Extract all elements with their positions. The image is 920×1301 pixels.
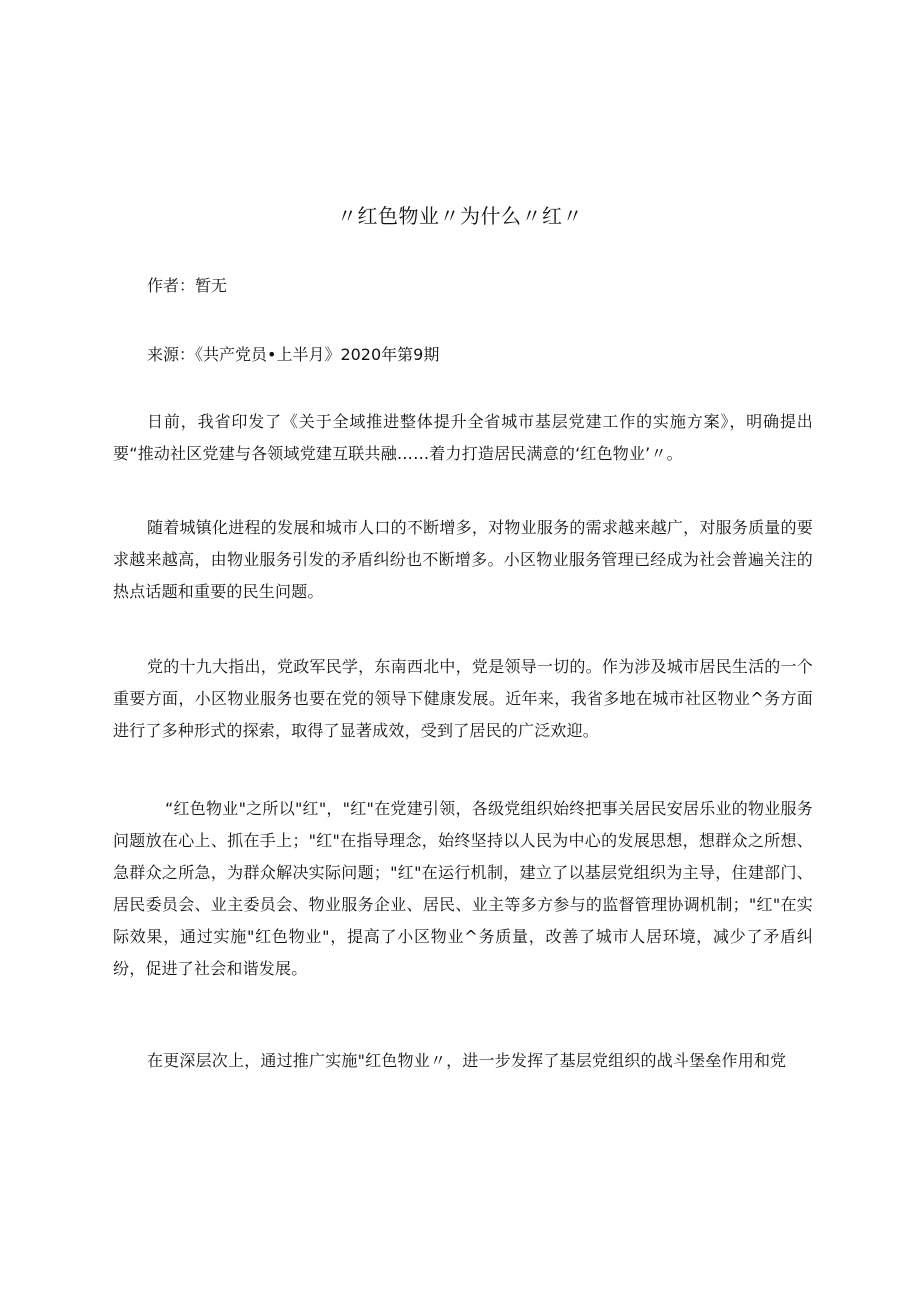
paragraph-3: 党的十九大指出，党政军民学，东南西北中，党是领导一切的。作为涉及城市居民生活的一个重要方面，小区物业服务也要在党的领导下健康发展。近年来，我省多地在城市社区物业^务方面进行了多种形式的探索，取得了显著成效，受到了居民的广泛欢迎。 bbox=[113, 657, 813, 740]
paragraph-4: “红色物业"之所以"红"，"红"在党建引领，各级党组织始终把事关居民安居乐业的物业服务问题放在心上、抓在手上；"红"在指导理念，始终坚持以人民为中心的发展思想，想群众之所想、急群众之所急，为群众解决实际问题；"红"在运行机制，建立了以基层党组织为主导，住建部门、居民委员会、业主委员会、物业服务企业、居民、业主等多方参与的监督管理协调机制；"红"在实际效果，通过实施"红色物业"，提高了小区物业^务质量，改善了城市人居环境，减少了矛盾纠纷，促进了社会和谐发展。 bbox=[113, 799, 813, 978]
paragraph-1: 日前，我省印发了《关于全域推进整体提升全省城市基层党建工作的实施方案》，明确提出要“推动社区党建与各领域党建互联共融……着力打造居民满意的‘红色物业’〃。 bbox=[113, 412, 813, 463]
author-line: 作者：暂无 bbox=[147, 276, 228, 295]
paragraph-2: 随着城镇化进程的发展和城市人口的不断增多，对物业服务的需求越来越广，对服务质量的要求越来越高，由物业服务引发的矛盾纠纷也不断增多。小区物业服务管理已经成为社会普遍关注的热点话题和重要的民生问题。 bbox=[113, 518, 813, 601]
article-title: 〃红色物业〃为什么〃红〃 bbox=[337, 204, 583, 228]
paragraph-5: 在更深层次上，通过推广实施"红色物业〃，进一步发挥了基层党组织的战斗堡垒作用和党 bbox=[147, 1051, 787, 1070]
source-line: 来源：《共产党员•上半月》2020年第9期 bbox=[147, 345, 440, 364]
